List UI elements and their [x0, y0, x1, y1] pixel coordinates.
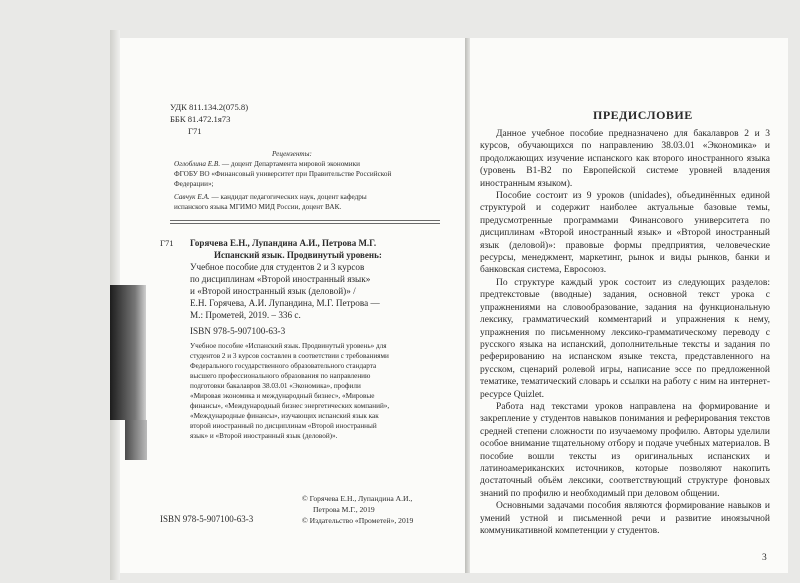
abstract-line: «Мировая экономика и международный бизнес», «Мировые [190, 392, 375, 400]
scan-shadow [125, 420, 147, 460]
bbk-code: ББК 81.472.1я73 [170, 114, 231, 124]
margin-author-mark: Г71 [160, 238, 174, 248]
copyright-authors: Петрова М.Г., 2019 [313, 505, 375, 514]
author-mark: Г71 [188, 126, 202, 136]
abstract-line: «Международные финансы», изучающих испанский язык как [190, 412, 379, 420]
udk-code: УДК 811.134.2(075.8) [170, 102, 249, 112]
preface-paragraph: Пособие состоит из 9 уроков (unidades), объединённых единой структурой и содержит наиболее актуальные базовые темы, предусмотренные программами Финансового университета по дисциплинам «Второй иностранный язык» и «Второй иностранный язык (деловой)»: правовые формы предприятия, человеческие ресурсы, менеджмент, маркетинг, рынок и виды рынков, банки и банковская система, Евросоюз. [480, 191, 770, 276]
preface-paragraph: Основными задачами пособия являются формирование навыков и умений устной и письменной речи и развитие иноязычной коммуникативной компетенции у студентов. [480, 501, 770, 536]
reviewer-line: Федерации»; [174, 180, 214, 188]
divider [170, 223, 440, 224]
bib-line: по дисциплинам «Второй иностранный язык» [190, 274, 371, 284]
preface-heading: ПРЕДИСЛОВИЕ [593, 108, 693, 122]
reviewer-line: испанского языка МГИМО МИД России, доцент ВАК. [174, 203, 342, 211]
copyright-authors: © Горячева Е.Н., Лупандина А.И., [302, 494, 413, 503]
bib-line: и «Второй иностранный язык (деловой)» / [190, 286, 356, 296]
bib-authors: Горячева Е.Н., Лупандина А.И., Петрова М.Г. [190, 238, 377, 248]
bib-line: М.: Прометей, 2019. – 336 с. [190, 310, 301, 320]
reviewer-line: ФГОБУ ВО «Финансовый университет при Правительстве Российской [174, 170, 392, 178]
scan-shadow [110, 285, 146, 420]
reviewers-title: Рецензенты: [272, 150, 312, 158]
preface-paragraph: По структуре каждый урок состоит из следующих разделов: предтекстовые (вводные) задания, основной текст урока с упражнениями на словообразование, задания на функциональную лексику, грамматический комментарий и упражнения к нему, упражнения по письменному лексико-грамматическому переводу с русского языка на испанский, дополнительные тексты и задания по реферированию на испанском языке текста, представленного на русском, сценарий ролевой игры, написание эссе по предложенной тематике, тематический словарь и ссылки на работу с ним на интернет-ресурсе Quizlet. [480, 277, 770, 400]
isbn: ISBN 978-5-907100-63-3 [190, 326, 286, 336]
bib-title: Испанский язык. Продвинутый уровень: [214, 250, 382, 260]
preface-body [480, 128, 770, 537]
copyright-publisher: © Издательство «Прометей», 2019 [302, 516, 414, 525]
abstract-line: студентов 2 и 3 курсов составлен в соответствии с требованиями [190, 352, 389, 360]
abstract-line: высшего профессионального образования по направлению [190, 372, 371, 380]
abstract-line: Учебное пособие «Испанский язык. Продвинутый уровень» для [190, 342, 387, 350]
abstract-line: язык» и «Второй иностранный язык (деловой)». [190, 432, 338, 440]
divider [170, 220, 440, 221]
reviewer-line: Оглоблина Е.В. — доцент Департамента мировой экономики [174, 160, 360, 168]
bib-line: Е.Н. Горячева, А.И. Лупандина, М.Г. Петрова — [190, 298, 380, 308]
preface-paragraph: Данное учебное пособие предназначено для бакалавров 2 и 3 курсов, обучающихся по направлению 38.03.01 «Экономика» и продолжающих изучение испанского как второго иностранного языка (уровень В1-В2 по Европейской системе уровней владения иностранным языком). [480, 129, 770, 189]
abstract-line: подготовки бакалавров 38.03.01 «Экономика», профили [190, 382, 361, 390]
abstract-line: Федерального государственного образовательного стандарта [190, 362, 377, 370]
page-number: 3 [762, 553, 767, 563]
preface-paragraph: Работа над текстами уроков направлена на формирование и закрепление у студентов навыков понимания и реферирования текстов средней степени сложности по изучаемому профилю. Авторы уделили особое внимание тщательному отбору и подаче учебных материалов. В пособие вошли тексты из оригинальных испанских и латиноамериканских источников, которые позволяют накопить достаточный объём лексики, соответствующий структуре фоновых знаний по профилю и необходимый при деловом общении. [480, 401, 770, 499]
isbn-bottom: ISBN 978-5-907100-63-3 [160, 514, 254, 524]
bib-line: Учебное пособие для студентов 2 и 3 курсов [190, 262, 365, 272]
abstract-line: финансы», «Международный бизнес энергетических компаний», [190, 402, 390, 410]
reviewer-line: Савчук Е.А. — кандидат педагогических наук, доцент кафедры [174, 193, 367, 201]
abstract-line: второй иностранный по дисциплинам «Второй иностранный [190, 422, 377, 430]
